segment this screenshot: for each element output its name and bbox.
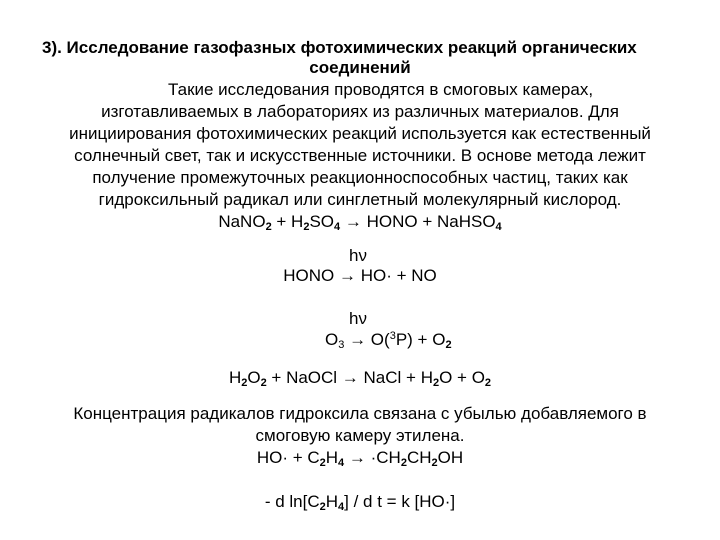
reaction-ho-ethylene: $HO\cdot + C_2H_4 \to \cdot CH_2CH_2OH$	[256, 448, 464, 469]
hv-label-2: hν	[349, 309, 367, 328]
reaction-ozone-photolysis: $O_3 \to O(^3P) + O_2$	[325, 330, 452, 351]
reaction-hono-photolysis: HONO → HO· + NO	[283, 266, 437, 285]
title-line-1: 3). Исследование газофазных фотохимических реакций органических	[42, 38, 637, 57]
reaction-h2o2-naocl: $H_2O_2$ + NaOCl → NaCl + $H_2O + O_2$	[228, 368, 492, 389]
paragraph-line-3: инициирования фотохимических реакций используется как естественный	[69, 124, 651, 143]
paragraph2-line-2: смоговую камеру этилена.	[255, 426, 465, 445]
paragraph-line-5: получение промежуточных реакционноспособных частиц, таких как	[92, 168, 628, 187]
reaction-nano2-h2so4: NaNO$_2$ + $H_2SO_4$ → HONO + NaHSO$_4$	[218, 212, 502, 233]
hv-label-1: hν	[349, 246, 367, 265]
rate-equation: - d $\ln[C_2H_4]$ / d t = k [HO·]	[264, 492, 456, 513]
paragraph-line-1: Такие исследования проводятся в смоговых камерах,	[168, 80, 594, 99]
paragraph-line-6: гидроксильный радикал или синглетный молекулярный кислород.	[98, 190, 622, 209]
paragraph-line-4: солнечный свет, так и искусственные источники. В основе метода лежит	[74, 146, 646, 165]
paragraph2-line-1: Концентрация радикалов гидроксила связана с убылью добавляемого в	[73, 404, 647, 423]
title-line-2: соединений	[309, 58, 411, 77]
paragraph-line-2: изготавливаемых в лабораториях из различных материалов. Для	[101, 102, 619, 121]
